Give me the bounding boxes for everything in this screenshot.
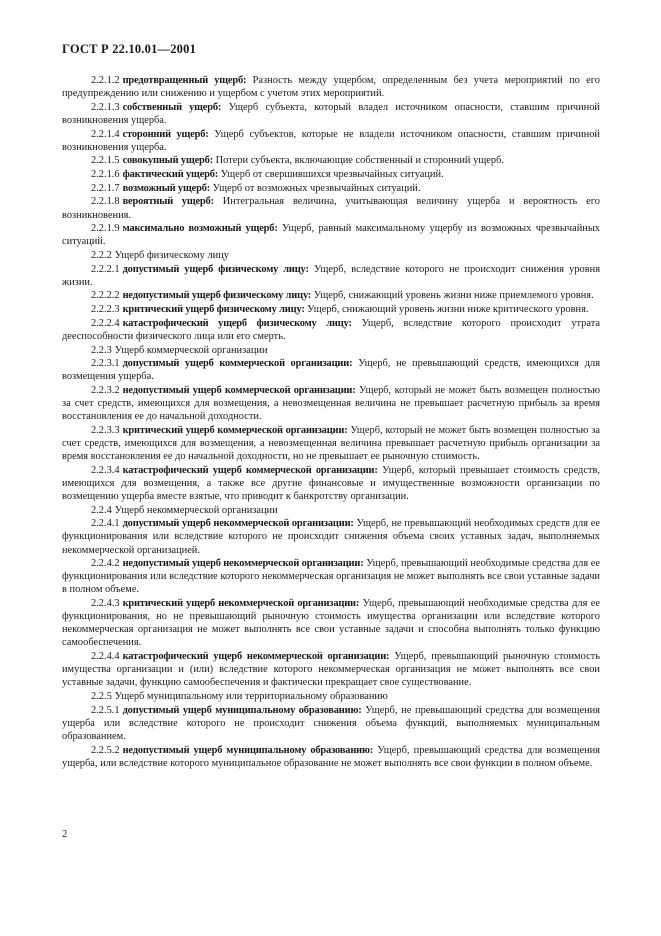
clause-number: 2.2.3.1 (91, 358, 120, 370)
clause-paragraph (62, 704, 600, 743)
clause-paragraph (62, 650, 600, 689)
document-header: ГОСТ Р 22.10.01—2001 (62, 42, 197, 56)
clause-number: 2.2.4.4 (91, 651, 120, 663)
clause-definition: Разность между ущербом, определенным без учета мероприятий по его предупреждению или снижению и ущербом с учетом этих мероприятий. (62, 75, 600, 100)
clause-definition: Ущерб физическому лицу (114, 249, 229, 261)
clause-definition: Ущерб, не превышающий средства для возмещения ущерба или вследствие которого не происходит снижения объема функций, выполняемых муниципальным образованием. (62, 704, 600, 742)
clause-term: недопустимый ущерб муниципальному образованию: (122, 744, 374, 756)
clause-number: 2.2.1.9 (91, 223, 120, 235)
clause-paragraph (62, 182, 600, 195)
clause-term: собственный ущерб: (122, 101, 222, 113)
clause-paragraph (62, 344, 600, 357)
clause-number: 2.2.1.6 (91, 169, 120, 181)
clause-term: совокупный ущерб: (122, 155, 214, 167)
clause-term: катастрофический ущерб коммерческой организации: (122, 464, 378, 476)
document-body (62, 74, 600, 770)
clause-number: 2.2.1.7 (91, 182, 120, 194)
clause-paragraph (62, 744, 600, 770)
clause-definition: Ущерб, вследствие которого не происходит снижения уровня жизни. (62, 263, 600, 288)
clause-number: 2.2.5.2 (91, 744, 120, 756)
clause-number: 2.2.4.2 (91, 558, 120, 570)
clause-definition: Ущерб, не превышающий средств, имеющихся для возмещения ущерба. (62, 358, 600, 383)
clause-paragraph (62, 263, 600, 289)
clause-number: 2.2.3 (91, 344, 112, 356)
clause-paragraph (62, 690, 600, 703)
clause-paragraph (62, 517, 600, 556)
clause-paragraph (62, 128, 600, 154)
clause-paragraph (62, 464, 600, 503)
clause-definition: Ущерб, который не может быть возмещен полностью за счет средств, имеющихся для возмещения, а невозмещенная величина не превышает расчетную прибыль за время восстановления ее до начальной доходности. (62, 385, 600, 423)
clause-number: 2.2.5 (91, 690, 112, 702)
clause-term: недопустимый ущерб физическому лицу: (122, 290, 312, 302)
clause-number: 2.2.1.2 (91, 75, 120, 86)
clause-paragraph (62, 557, 600, 596)
clause-number: 2.2.2.1 (91, 263, 120, 275)
clause-definition: Ущерб, равный максимальному ущербу из возможных чрезвычайных ситуаций. (62, 223, 600, 248)
clause-term: недопустимый ущерб некоммерческой организации: (122, 558, 364, 570)
clause-term: допустимый ущерб некоммерческой организации: (122, 518, 354, 530)
clause-number: 2.2.2.3 (91, 304, 120, 316)
clause-term: максимально возможный ущерб: (122, 223, 278, 235)
clause-paragraph (62, 317, 600, 343)
clause-definition: Ущерб, который превышает стоимость средств, имеющихся для возмещения, а также все другие финансовые и имущественные возможности организации по возмещению ущерба вместе взятые, что приводит к банкротству организации. (62, 464, 600, 502)
clause-definition: Ущерб субъектов, которые не владели источником опасности, ставшим причиной возникновения ущерба. (62, 128, 600, 153)
clause-number: 2.2.1.8 (91, 196, 120, 208)
clause-number: 2.2.3.3 (91, 424, 120, 436)
clause-definition: Ущерб, превышающий необходимые средства для ее функционирования, но не превышающий рыночную стоимость имущества организации или вследствие которого некоммерческая организация не может выполнять все свои уставные задачи и способна выполнять только функцию самообеспечения. (62, 598, 600, 649)
clause-paragraph (62, 424, 600, 463)
clause-term: критический ущерб некоммерческой организации: (122, 598, 360, 610)
clause-number: 2.2.3.4 (91, 464, 120, 476)
clause-paragraph (62, 195, 600, 221)
clause-definition: Ущерб, превышающий рыночную стоимость имущества организации и (или) вследствие которого некоммерческая организация не может выполнять все свои уставные задачи, функцию самообеспечения и фактически прекращает свое существование. (62, 651, 600, 689)
clause-term: допустимый ущерб коммерческой организации: (122, 358, 353, 370)
clause-definition: Ущерб от возможных чрезвычайных ситуаций. (210, 182, 421, 194)
clause-number: 2.2.4.1 (91, 518, 120, 530)
clause-paragraph (62, 357, 600, 383)
clause-definition: Потери субъекта, включающие собственный и сторонний ущерб. (213, 155, 504, 167)
clause-definition: Ущерб некоммерческой организации (114, 504, 278, 516)
clause-paragraph (62, 101, 600, 127)
clause-term: критический ущерб коммерческой организации: (122, 424, 348, 436)
clause-paragraph (62, 222, 600, 248)
clause-term: допустимый ущерб муниципальному образованию: (122, 704, 362, 716)
clause-term: катастрофический ущерб физическому лицу: (122, 317, 352, 329)
clause-paragraph (62, 168, 600, 181)
clause-number: 2.2.2.4 (91, 317, 120, 329)
clause-definition: Ущерб, снижающий уровень жизни ниже критического уровня. (304, 304, 589, 316)
clause-term: возможный ущерб: (122, 182, 211, 194)
clause-paragraph (62, 74, 600, 100)
clause-paragraph (62, 597, 600, 649)
clause-term: вероятный ущерб: (122, 196, 214, 208)
clause-definition: Ущерб, который не может быть возмещен полностью за счет средств, имеющихся для возмещения, а невозмещенная величина превышает расчетную прибыль организации за время восстановления ее до начальной доходности, но не превышает ее рыночную стоимость. (62, 424, 600, 463)
clause-term: сторонний ущерб: (122, 128, 209, 140)
clause-paragraph (62, 303, 600, 316)
clause-number: 2.2.2 (91, 249, 112, 261)
clause-term: фактический ущерб: (122, 169, 219, 181)
clause-definition: Ущерб от свершившихся чрезвычайных ситуаций. (218, 169, 444, 181)
clause-paragraph (62, 384, 600, 423)
clause-definition: Интегральная величина, учитывающая величину ущерба и вероятность его возникновения. (62, 196, 600, 221)
clause-number: 2.2.3.2 (91, 385, 120, 397)
clause-paragraph (62, 154, 600, 167)
clause-number: 2.2.1.5 (91, 155, 120, 167)
clause-number: 2.2.5.1 (91, 704, 120, 716)
clause-definition: Ущерб коммерческой организации (114, 344, 268, 356)
clause-term: предотвращенный ущерб: (122, 75, 247, 86)
clause-term: критический ущерб физическому лицу: (122, 304, 305, 316)
clause-definition: Ущерб, снижающий уровень жизни ниже приемлемого уровня. (311, 290, 594, 302)
clause-term: недопустимый ущерб коммерческой организации: (122, 385, 356, 397)
clause-number: 2.2.1.3 (91, 101, 120, 113)
clause-definition: Ущерб, превышающий необходимые средства для ее функционирования или вследствие которого некоммерческая организация не может выполнять все свои уставные задачи в полном объеме. (62, 558, 600, 596)
clause-number: 2.2.4 (91, 504, 112, 516)
clause-term: катастрофический ущерб некоммерческой организации: (122, 651, 390, 663)
clause-paragraph (62, 289, 600, 302)
page-number: 2 (62, 829, 68, 840)
clause-definition: Ущерб муниципальному или территориальному образованию (114, 690, 388, 702)
clause-definition: Ущерб, не превышающий необходимых средств для ее функционирования или вследствие которого не происходит снижения объема своих уставных задач, выполняемых некоммерческой организацией. (62, 518, 600, 556)
clause-definition: Ущерб, превышающий средства для возмещения ущерба, или вследствие которого муниципальное образование не может выполнять все свои функции в полном объеме. (62, 744, 600, 769)
clause-number: 2.2.2.2 (91, 290, 120, 302)
clause-number: 2.2.4.3 (91, 598, 120, 610)
clause-paragraph (62, 249, 600, 262)
clause-definition: Ущерб, вследствие которого происходит утрата дееспособности физического лица или его смерть. (62, 317, 600, 342)
clause-definition: Ущерб субъекта, который владел источником опасности, ставшим причиной возникновения ущерба. (62, 101, 600, 126)
clause-paragraph (62, 504, 600, 517)
clause-number: 2.2.1.4 (91, 128, 120, 140)
clause-term: допустимый ущерб физическому лицу: (122, 263, 309, 275)
